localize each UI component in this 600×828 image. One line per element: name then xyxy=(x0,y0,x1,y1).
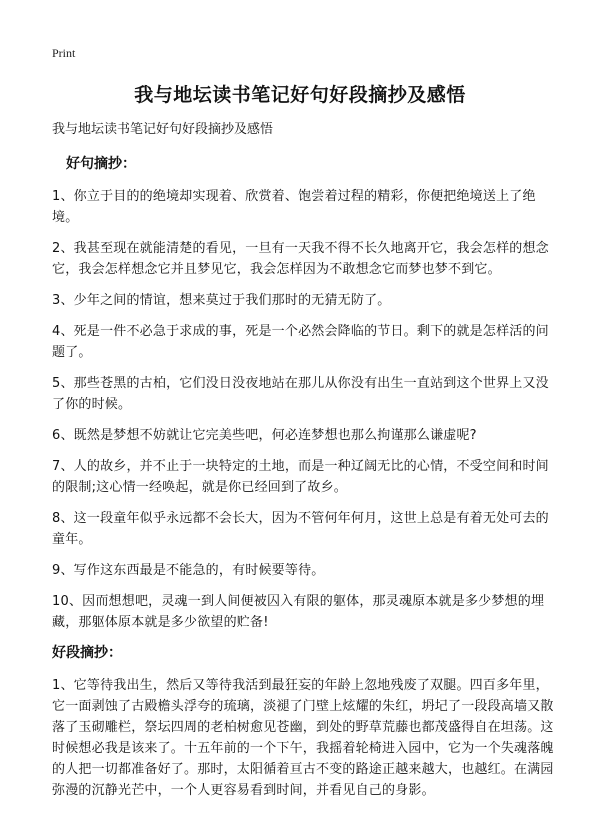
page-title: 我与地坛读书笔记好句好段摘抄及感悟 xyxy=(134,84,466,106)
sentence-item: 5、那些苍黑的古柏，它们没日没夜地站在那儿从你没有出生一直站到这个世界上又没了你的时候。 xyxy=(52,376,549,412)
sentence-item: 1、你立于目的的绝境却实现着、欣赏着、饱尝着过程的精彩，你便把绝境送上了绝境。 xyxy=(52,189,536,225)
print-link[interactable]: Print xyxy=(52,46,76,60)
document-body xyxy=(52,120,562,811)
sentence-item: 10、因而想想吧，灵魂一到人间便被囚入有限的躯体，那灵魂原本就是多少梦想的埋藏，那躯体原本就是多少欲望的贮备! xyxy=(52,594,545,630)
sentence-item: 9、写作这东西最是不能急的，有时候要等待。 xyxy=(52,563,325,578)
sentence-item: 6、既然是梦想不妨就让它完美些吧，何必连梦想也那么拘谨那么谦虚呢? xyxy=(52,428,477,443)
sentence-item: 2、我甚至现在就能清楚的看见，一旦有一天我不得不长久地离开它，我会怎样的想念它，我会怎样想念它并且梦见它，我会怎样因为不敢想念它而梦也梦不到它。 xyxy=(52,241,549,277)
sentence-item: 7、人的故乡，并不止于一块特定的土地，而是一种辽阔无比的心情，不受空间和时间的限制;这心情一经唤起，就是你已经回到了故乡。 xyxy=(52,459,549,495)
paragraph-item: 1、它等待我出生，然后又等待我活到最狂妄的年龄上忽地残废了双腿。四百多年里，它一面剥蚀了古殿檐头浮夸的琉璃，淡褪了门壁上炫耀的朱红，坍圮了一段段高墙又散落了玉砌雕栏，祭坛四周的老柏树愈见苍幽，到处的野草荒藤也都茂盛得自在坦荡。这时候想必我是该来了。十五年前的一个下午，我摇着轮椅进入园中，它为一个失魂落魄的人把一切都准备好了。那时，太阳循着亘古不变的路途正越来越大，也越红。在满园弥漫的沉静光芒中，一个人更容易看到时间，并看见自己的身影。 xyxy=(52,678,554,798)
document-subtitle: 我与地坛读书笔记好句好段摘抄及感悟 xyxy=(52,122,274,137)
sentence-item: 4、死是一件不必急于求成的事，死是一个必然会降临的节日。剩下的就是怎样活的问题了。 xyxy=(52,324,549,360)
sentence-item: 3、少年之间的情谊，想来莫过于我们那时的无猜无防了。 xyxy=(52,293,391,308)
section-heading-good-paragraphs: 好段摘抄： xyxy=(52,645,122,661)
sentence-item: 8、这一段童年似乎永远都不会长大，因为不管何年何月，这世上总是有着无处可去的童年。 xyxy=(52,511,549,547)
section-heading-good-sentences: 好句摘抄： xyxy=(66,156,136,172)
